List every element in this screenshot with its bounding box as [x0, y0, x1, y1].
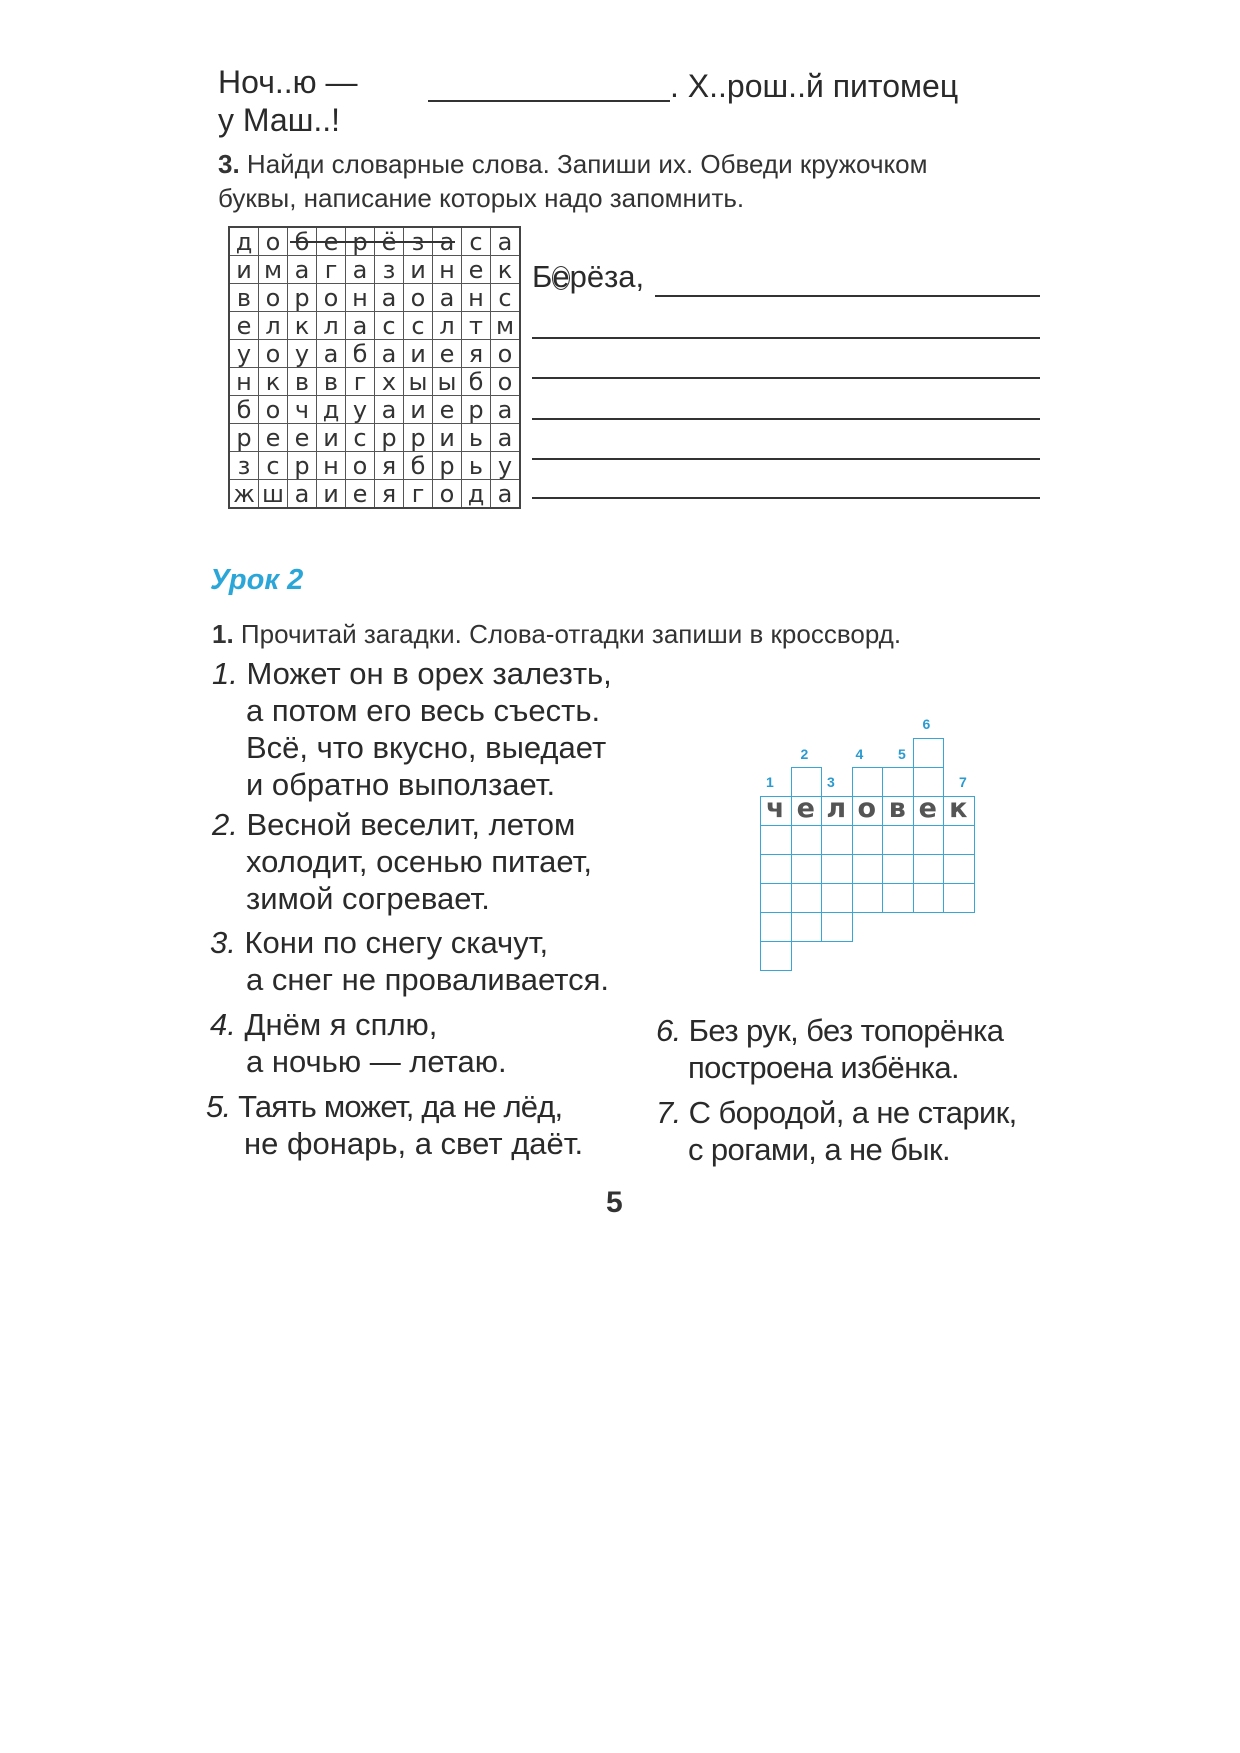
- grid-cell[interactable]: е: [346, 480, 375, 509]
- riddle-number: 7.: [656, 1095, 681, 1130]
- crossword-cell[interactable]: [913, 854, 945, 884]
- grid-cell[interactable]: р: [229, 424, 259, 452]
- grid-cell[interactable]: ы: [433, 368, 462, 396]
- word-search-grid[interactable]: [228, 226, 521, 509]
- grid-cell[interactable]: в: [317, 368, 346, 396]
- grid-cell[interactable]: н: [433, 256, 462, 284]
- sentence-line-2: у Маш..!: [218, 102, 341, 138]
- grid-row: [229, 452, 520, 480]
- grid-cell[interactable]: а: [491, 227, 521, 256]
- riddle-line: Без рук, без топорёнка: [688, 1013, 1004, 1048]
- grid-cell[interactable]: т: [462, 312, 491, 340]
- grid-cell[interactable]: а: [433, 284, 462, 312]
- crossword-cell[interactable]: [882, 883, 914, 913]
- grid-cell[interactable]: а: [375, 340, 404, 368]
- grid-cell[interactable]: е: [462, 256, 491, 284]
- riddle-line: холодит, осенью питает,: [246, 844, 592, 879]
- grid-cell[interactable]: ч: [288, 396, 317, 424]
- riddle-line: С бородой, а не старик,: [688, 1095, 1017, 1130]
- grid-cell[interactable]: а: [375, 396, 404, 424]
- grid-cell[interactable]: г: [346, 368, 375, 396]
- crossword-clue-number: 5: [898, 746, 906, 762]
- crossword-cell[interactable]: [913, 825, 945, 855]
- crossword-clue-number: 7: [959, 774, 967, 790]
- crossword-clue-number: 6: [922, 716, 931, 732]
- grid-cell[interactable]: м: [491, 312, 521, 340]
- grid-cell[interactable]: у: [491, 452, 521, 480]
- grid-cell[interactable]: к: [288, 312, 317, 340]
- riddle-line: а потом его весь съесть.: [246, 693, 601, 728]
- grid-cell[interactable]: с: [375, 312, 404, 340]
- grid-cell[interactable]: в: [229, 284, 259, 312]
- crossword-clue-number: 4: [855, 746, 864, 762]
- grid-cell[interactable]: ё: [375, 227, 404, 256]
- crossword-cell[interactable]: [882, 825, 914, 855]
- grid-row: [229, 284, 520, 312]
- answer-line[interactable]: [428, 100, 670, 102]
- grid-cell[interactable]: л: [317, 312, 346, 340]
- grid-cell[interactable]: е: [433, 340, 462, 368]
- crossword-cell[interactable]: [821, 912, 853, 942]
- riddle-line: а снег не проваливается.: [246, 962, 609, 997]
- grid-cell[interactable]: б: [462, 368, 491, 396]
- grid-cell[interactable]: р: [288, 452, 317, 480]
- grid-cell[interactable]: с: [346, 424, 375, 452]
- crossword-cell[interactable]: [821, 825, 853, 855]
- grid-cell[interactable]: е: [288, 424, 317, 452]
- grid-cell[interactable]: н: [317, 452, 346, 480]
- crossword-cell[interactable]: [852, 883, 884, 913]
- page-number: 5: [606, 1186, 623, 1219]
- grid-cell[interactable]: с: [491, 284, 521, 312]
- crossword-cell[interactable]: [760, 941, 792, 971]
- grid-cell[interactable]: д: [229, 227, 259, 256]
- answer-line[interactable]: [532, 497, 1040, 499]
- crossword-keyword-letter: л: [826, 793, 847, 824]
- riddle-5: [206, 1088, 583, 1162]
- crossword-cell[interactable]: [791, 825, 823, 855]
- answer-line[interactable]: [532, 377, 1040, 379]
- grid-cell[interactable]: ш: [259, 480, 288, 509]
- crossword-keyword-letter: е: [796, 793, 815, 824]
- crossword-keyword-letter: о: [857, 793, 877, 824]
- grid-cell[interactable]: у: [346, 396, 375, 424]
- grid-cell[interactable]: н: [462, 284, 491, 312]
- crossword-cell[interactable]: [760, 883, 792, 913]
- crossword-cell[interactable]: [943, 883, 975, 913]
- answer-line[interactable]: [532, 418, 1040, 420]
- grid-cell[interactable]: с: [462, 227, 491, 256]
- riddle-line: Таять может, да не лёд,: [238, 1089, 563, 1124]
- grid-row: [229, 480, 520, 509]
- answer-line[interactable]: [655, 295, 1040, 297]
- found-word-strikethrough: [290, 241, 455, 243]
- grid-cell[interactable]: р: [375, 424, 404, 452]
- grid-cell[interactable]: д: [317, 396, 346, 424]
- crossword-cell[interactable]: [913, 883, 945, 913]
- crossword-cell[interactable]: [852, 854, 884, 884]
- grid-cell[interactable]: л: [259, 312, 288, 340]
- grid-cell[interactable]: о: [259, 284, 288, 312]
- grid-cell[interactable]: о: [491, 368, 521, 396]
- crossword-cell[interactable]: [882, 854, 914, 884]
- answer-line[interactable]: [532, 458, 1040, 460]
- grid-cell[interactable]: а: [375, 284, 404, 312]
- crossword-cell[interactable]: [791, 912, 823, 942]
- riddle-number: 1.: [212, 656, 238, 691]
- grid-cell[interactable]: е: [229, 312, 259, 340]
- crossword-cell[interactable]: [760, 912, 792, 942]
- crossword-keyword-letter: в: [888, 793, 906, 824]
- riddle-line: Может он в орех залезть,: [246, 656, 612, 691]
- grid-cell[interactable]: а: [288, 480, 317, 509]
- riddle-6: [656, 1012, 1003, 1086]
- grid-cell[interactable]: о: [491, 340, 521, 368]
- crossword-cell[interactable]: [943, 854, 975, 884]
- grid-cell[interactable]: в: [288, 368, 317, 396]
- crossword-cell[interactable]: [821, 854, 853, 884]
- grid-cell[interactable]: г: [317, 256, 346, 284]
- task-3-line-1: Найди словарные слова. Запиши их. Обведи кружочком: [246, 149, 928, 179]
- grid-cell[interactable]: г: [404, 480, 433, 509]
- grid-cell[interactable]: я: [375, 452, 404, 480]
- circled-letter-mark: [552, 266, 570, 290]
- riddle-line: с рогами, а не бык.: [688, 1132, 950, 1167]
- grid-cell[interactable]: о: [317, 284, 346, 312]
- lesson-title: Урок 2: [210, 564, 304, 596]
- grid-cell[interactable]: б: [288, 227, 317, 256]
- grid-cell[interactable]: у: [288, 340, 317, 368]
- grid-cell[interactable]: з: [404, 227, 433, 256]
- grid-cell[interactable]: з: [229, 452, 259, 480]
- grid-cell[interactable]: о: [433, 480, 462, 509]
- sentence-end: . Х..рош..й питомец: [670, 68, 959, 104]
- task-number: 1.: [212, 619, 234, 649]
- grid-cell[interactable]: а: [491, 424, 521, 452]
- grid-cell[interactable]: к: [491, 256, 521, 284]
- riddle-line: построена избёнка.: [688, 1050, 960, 1085]
- grid-cell[interactable]: б: [346, 340, 375, 368]
- grid-cell[interactable]: р: [404, 424, 433, 452]
- example-answer-text: Берёза,: [532, 259, 645, 294]
- task-3-line-2: буквы, написание которых надо запомнить.: [218, 183, 745, 213]
- riddle-2: [212, 806, 592, 917]
- riddle-line: Весной веселит, летом: [246, 807, 576, 842]
- crossword-cell[interactable]: [791, 854, 823, 884]
- task-3-instruction: [218, 148, 928, 181]
- grid-cell[interactable]: о: [404, 284, 433, 312]
- grid-cell[interactable]: к: [259, 368, 288, 396]
- answer-line[interactable]: [532, 337, 1040, 339]
- grid-cell[interactable]: м: [259, 256, 288, 284]
- riddle-line: Всё, что вкусно, выедает: [246, 730, 607, 765]
- grid-row: [229, 368, 520, 396]
- grid-cell[interactable]: а: [317, 340, 346, 368]
- grid-cell[interactable]: н: [346, 284, 375, 312]
- grid-cell[interactable]: ь: [462, 424, 491, 452]
- grid-cell[interactable]: з: [375, 256, 404, 284]
- grid-row: [229, 312, 520, 340]
- sentence-start: Ноч..ю —: [218, 64, 358, 100]
- grid-cell[interactable]: а: [491, 480, 521, 509]
- grid-cell[interactable]: е: [259, 424, 288, 452]
- riddle-number: 3.: [210, 925, 236, 960]
- grid-row: [229, 256, 520, 284]
- grid-cell[interactable]: с: [259, 452, 288, 480]
- riddle-number: 5.: [206, 1089, 231, 1124]
- grid-cell[interactable]: и: [404, 256, 433, 284]
- crossword-cell[interactable]: [760, 854, 792, 884]
- grid-cell[interactable]: я: [462, 340, 491, 368]
- grid-cell[interactable]: ы: [404, 368, 433, 396]
- riddle-line: Кони по снегу скачут,: [244, 925, 549, 960]
- grid-cell[interactable]: е: [317, 227, 346, 256]
- riddle-line: не фонарь, а свет даёт.: [244, 1126, 584, 1161]
- task-number: 3.: [218, 149, 240, 179]
- riddle-7: [656, 1094, 1017, 1168]
- grid-cell[interactable]: р: [288, 284, 317, 312]
- grid-cell[interactable]: а: [346, 312, 375, 340]
- riddle-line: Днём я сплю,: [244, 1007, 438, 1042]
- riddle-line: и обратно выползает.: [246, 767, 556, 802]
- grid-row: [229, 340, 520, 368]
- riddle-4: [210, 1006, 507, 1080]
- crossword-cell[interactable]: [760, 825, 792, 855]
- grid-cell[interactable]: х: [375, 368, 404, 396]
- grid-cell[interactable]: б: [404, 452, 433, 480]
- grid-cell[interactable]: р: [462, 396, 491, 424]
- grid-row: [229, 396, 520, 424]
- grid-cell[interactable]: и: [433, 424, 462, 452]
- grid-cell[interactable]: о: [259, 396, 288, 424]
- crossword-keyword-letter: к: [949, 793, 968, 824]
- grid-cell[interactable]: е: [433, 396, 462, 424]
- grid-cell[interactable]: я: [375, 480, 404, 509]
- crossword-clue-number: 2: [800, 746, 809, 762]
- grid-cell[interactable]: а: [346, 256, 375, 284]
- crossword-cell[interactable]: [943, 825, 975, 855]
- grid-cell[interactable]: р: [433, 452, 462, 480]
- lesson-task-text: Прочитай загадки. Слова-отгадки запиши в кроссворд.: [240, 619, 902, 649]
- grid-cell[interactable]: ь: [462, 452, 491, 480]
- grid-cell[interactable]: у: [229, 340, 259, 368]
- riddle-number: 6.: [656, 1013, 681, 1048]
- riddle-line: а ночью — летаю.: [246, 1044, 507, 1079]
- crossword-clue-number: 3: [827, 774, 835, 790]
- crossword-cell[interactable]: [852, 825, 884, 855]
- grid-cell[interactable]: д: [462, 480, 491, 509]
- example-answer: [532, 258, 644, 295]
- grid-row: [229, 424, 520, 452]
- riddle-line: зимой согревает.: [246, 881, 490, 916]
- grid-cell[interactable]: о: [259, 227, 288, 256]
- crossword-cell[interactable]: [821, 883, 853, 913]
- grid-cell[interactable]: и: [317, 480, 346, 509]
- crossword-clue-number: 1: [766, 774, 774, 790]
- riddle-1: [212, 655, 612, 803]
- grid-cell[interactable]: н: [229, 368, 259, 396]
- grid-cell[interactable]: и: [317, 424, 346, 452]
- crossword-keyword-letter: ч: [765, 793, 785, 824]
- grid-cell[interactable]: а: [433, 227, 462, 256]
- lesson-task-instruction: [212, 618, 901, 651]
- crossword-cell[interactable]: [791, 883, 823, 913]
- riddle-number: 2.: [212, 807, 238, 842]
- crossword-keyword-letter: е: [918, 793, 937, 824]
- riddle-number: 4.: [210, 1007, 236, 1042]
- grid-cell[interactable]: а: [491, 396, 521, 424]
- grid-cell[interactable]: и: [229, 256, 259, 284]
- grid-cell[interactable]: о: [346, 452, 375, 480]
- grid-cell[interactable]: б: [229, 396, 259, 424]
- grid-cell[interactable]: и: [404, 396, 433, 424]
- riddle-3: [210, 924, 609, 998]
- grid-cell[interactable]: о: [259, 340, 288, 368]
- grid-cell[interactable]: с: [404, 312, 433, 340]
- grid-cell[interactable]: а: [288, 256, 317, 284]
- grid-cell[interactable]: ж: [229, 480, 259, 509]
- grid-cell[interactable]: и: [404, 340, 433, 368]
- grid-cell[interactable]: р: [346, 227, 375, 256]
- crossword-cell[interactable]: [913, 738, 945, 768]
- grid-cell[interactable]: л: [433, 312, 462, 340]
